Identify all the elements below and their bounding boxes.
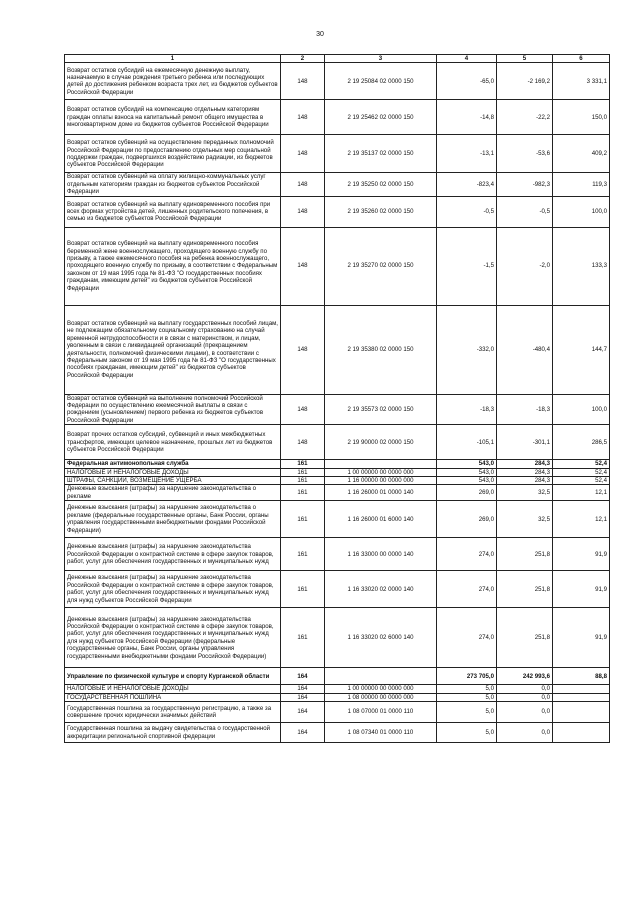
row-executed-cell: 251,8 [497,608,553,668]
col-header-percent: 6 [553,55,610,63]
row-name-cell: Возврат остатков субвенций на выплату единовременного пособия беременной жене военнослужащего, проходящего военную службу по призыву, а также ежемесячного пособия на ребенка военнослужащего, проходящего военную службу по призыву, в соответствии с Федеральным законом от 19 мая 1995 года № 81-ФЗ "О государственных пособиях гражданам, имеющим детей" из бюджетов субъектов Российской Федерации [65,227,281,305]
row-admin-code-cell: 164 [281,723,325,743]
row-executed-cell: 284,3 [497,477,553,485]
row-percent-cell: 91,9 [553,538,610,571]
row-percent-cell: 91,9 [553,571,610,608]
row-admin-code-cell: 161 [281,477,325,485]
row-budget-code-cell: 1 16 26000 01 6000 140 [325,501,437,538]
row-percent-cell: 286,5 [553,425,610,460]
row-name-cell: Денежные взыскания (штрафы) за нарушение законодательства Российской Федерации о контрактной системе в сфере закупок товаров, работ, услуг для обеспечения государственных и муниципальных нужд [65,538,281,571]
row-executed-cell: -0,5 [497,196,553,227]
table-row [65,723,610,743]
row-name-cell: Государственная пошлина за государственную регистрацию, а также за совершение прочих юридически значимых действий [65,702,281,723]
row-admin-code-cell: 161 [281,608,325,668]
row-planned-cell: -332,0 [437,305,497,394]
table-row [65,702,610,723]
row-admin-code-cell: 148 [281,196,325,227]
row-executed-cell: 284,3 [497,468,553,476]
row-planned-cell: 543,0 [437,468,497,476]
row-admin-code-cell: 161 [281,460,325,468]
row-name-cell: Возврат остатков субсидий на компенсацию отдельным категориям граждан оплаты взноса на капитальный ремонт общего имущества в многоквартирном доме из бюджетов субъектов Российской Федерации [65,100,281,135]
row-name-cell: Возврат остатков субвенций на выплату государственных пособий лицам, не подлежащим обязательному социальному страхованию на случай временной нетрудоспособности и в связи с материнством, и лицам, уволенным в связи с ликвидацией организаций (прекращением деятельности, полномочий физическими лицами), в соответствии с Федеральным законом от 19 мая 1995 года № 81-ФЗ "О государственных пособиях гражданам, имеющим детей" из бюджетов субъектов Российской Федерации [65,305,281,394]
col-header-name: 1 [65,55,281,63]
row-percent-cell: 150,0 [553,100,610,135]
row-executed-cell: -301,1 [497,425,553,460]
table-row [65,394,610,425]
row-executed-cell: 0,0 [497,723,553,743]
row-name-cell: НАЛОГОВЫЕ И НЕНАЛОГОВЫЕ ДОХОДЫ [65,685,281,693]
row-admin-code-cell: 148 [281,135,325,173]
col-header-admin: 2 [281,55,325,63]
row-planned-cell: 273 705,0 [437,668,497,685]
row-name-cell: Возврат остатков субвенций на оплату жилищно-коммунальных услуг отдельным категориям граждан из бюджетов субъектов Российской Федерации [65,173,281,196]
table-row [65,485,610,501]
table-row [65,305,610,394]
row-percent-cell: 144,7 [553,305,610,394]
row-admin-code-cell: 161 [281,468,325,476]
table-row [65,693,610,701]
row-budget-code-cell: 2 19 25462 02 0000 150 [325,100,437,135]
row-budget-code-cell: 1 08 07000 01 0000 110 [325,702,437,723]
table-row [65,468,610,476]
row-planned-cell: -65,0 [437,63,497,100]
table-row [65,227,610,305]
row-name-cell: Денежные взыскания (штрафы) за нарушение законодательства Российской Федерации о контрактной системе в сфере закупок товаров, работ, услуг для обеспечения государственных и муниципальных нужд для нужд субъектов Российской Федерации [65,571,281,608]
row-executed-cell: 32,5 [497,485,553,501]
row-percent-cell [553,723,610,743]
row-executed-cell: -22,2 [497,100,553,135]
row-executed-cell: 242 993,6 [497,668,553,685]
row-admin-code-cell: 148 [281,227,325,305]
row-executed-cell: 0,0 [497,685,553,693]
row-percent-cell: 3 331,1 [553,63,610,100]
row-executed-cell: 284,3 [497,460,553,468]
table-row [65,425,610,460]
row-percent-cell: 133,3 [553,227,610,305]
row-admin-code-cell: 161 [281,485,325,501]
row-executed-cell: 0,0 [497,702,553,723]
row-admin-code-cell: 161 [281,538,325,571]
col-header-plan: 4 [437,55,497,63]
row-executed-cell: -2,0 [497,227,553,305]
row-percent-cell: 91,9 [553,608,610,668]
row-executed-cell: -18,3 [497,394,553,425]
row-percent-cell: 100,0 [553,196,610,227]
row-percent-cell [553,693,610,701]
row-percent-cell [553,685,610,693]
row-name-cell: Возврат остатков субвенций на осуществление переданных полномочий Российской Федерации по предоставлению отдельных мер социальной поддержки граждан, подвергшихся воздействию радиации, из бюджетов субъектов Российской Федерации [65,135,281,173]
row-name-cell: Денежные взыскания (штрафы) за нарушение законодательства Российской Федерации о контрактной системе в сфере закупок товаров, работ, услуг для обеспечения государственных и муниципальных нужд для нужд субъектов Российской Федерации (федеральные государственные органы, Банк России, органы управления государственными внебюджетными фондами Российской Федерации) [65,608,281,668]
row-percent-cell: 119,3 [553,173,610,196]
row-planned-cell: -18,3 [437,394,497,425]
row-name-cell: Федеральная антимонопольная служба [65,460,281,468]
row-budget-code-cell [325,668,437,685]
table-row [65,501,610,538]
row-budget-code-cell [325,460,437,468]
row-planned-cell: 5,0 [437,685,497,693]
table-row [65,196,610,227]
row-budget-code-cell: 1 00 00000 00 0000 000 [325,468,437,476]
row-budget-code-cell: 2 19 35260 02 0000 150 [325,196,437,227]
row-planned-cell: -13,1 [437,135,497,173]
table-row [65,571,610,608]
row-percent-cell: 52,4 [553,468,610,476]
row-planned-cell: 543,0 [437,477,497,485]
revenue-table [64,54,610,743]
table-row [65,63,610,100]
row-budget-code-cell: 2 19 35573 02 0000 150 [325,394,437,425]
header-row [65,55,610,63]
row-percent-cell: 409,2 [553,135,610,173]
row-name-cell: Возврат остатков субвенций на выплату единовременного пособия при всех формах устройства детей, лишенных родительского попечения, в семью из бюджетов субъектов Российской Федерации [65,196,281,227]
row-name-cell: Денежные взыскания (штрафы) за нарушение законодательства о рекламе (федеральные государственные органы, Банк России, органы управления государственными внебюджетными фондами Российской Федерации) [65,501,281,538]
table-row [65,685,610,693]
row-percent-cell: 100,0 [553,394,610,425]
row-executed-cell: -982,3 [497,173,553,196]
row-executed-cell: -53,6 [497,135,553,173]
row-executed-cell: -480,4 [497,305,553,394]
row-percent-cell: 52,4 [553,477,610,485]
row-budget-code-cell: 2 19 35380 02 0000 150 [325,305,437,394]
row-admin-code-cell: 161 [281,501,325,538]
row-budget-code-cell: 1 16 26000 01 0000 140 [325,485,437,501]
row-percent-cell: 88,8 [553,668,610,685]
row-name-cell: Возврат прочих остатков субсидий, субвенций и иных межбюджетных трансфертов, имеющих целевое назначение, прошлых лет из бюджетов субъектов Российской Федерации [65,425,281,460]
row-budget-code-cell: 1 08 07340 01 0000 110 [325,723,437,743]
row-planned-cell: -0,5 [437,196,497,227]
row-budget-code-cell: 1 00 00000 00 0000 000 [325,685,437,693]
row-admin-code-cell: 161 [281,571,325,608]
row-admin-code-cell: 148 [281,305,325,394]
row-name-cell: Возврат остатков субсидий на ежемесячную денежную выплату, назначаемую в случае рождения третьего ребенка или последующих детей до достижения ребенком возраста трех лет, из бюджетов субъектов Российской Федерации [65,63,281,100]
row-percent-cell: 12,1 [553,485,610,501]
row-planned-cell: -14,8 [437,100,497,135]
page-number: 30 [316,31,324,38]
table-row [65,135,610,173]
col-header-code: 3 [325,55,437,63]
table-row [65,538,610,571]
row-name-cell: ГОСУДАРСТВЕННАЯ ПОШЛИНА [65,693,281,701]
row-admin-code-cell: 148 [281,63,325,100]
row-executed-cell: 32,5 [497,501,553,538]
row-admin-code-cell: 164 [281,702,325,723]
row-name-cell: Государственная пошлина за выдачу свидетельства о государственной аккредитации региональной спортивной федерации [65,723,281,743]
row-budget-code-cell: 1 08 00000 00 0000 000 [325,693,437,701]
table-row [65,668,610,685]
row-budget-code-cell: 2 19 35250 02 0000 150 [325,173,437,196]
table-row [65,608,610,668]
table-row [65,100,610,135]
row-budget-code-cell: 1 16 33020 02 6000 140 [325,608,437,668]
row-admin-code-cell: 148 [281,173,325,196]
row-planned-cell: 274,0 [437,571,497,608]
row-budget-code-cell: 1 16 33000 00 0000 140 [325,538,437,571]
row-planned-cell: 5,0 [437,702,497,723]
row-admin-code-cell: 148 [281,394,325,425]
col-header-fact: 5 [497,55,553,63]
row-admin-code-cell: 164 [281,693,325,701]
row-planned-cell: 269,0 [437,501,497,538]
row-planned-cell: 5,0 [437,723,497,743]
row-percent-cell [553,702,610,723]
row-planned-cell: 5,0 [437,693,497,701]
row-percent-cell: 52,4 [553,460,610,468]
row-budget-code-cell: 2 19 25084 02 0000 150 [325,63,437,100]
row-admin-code-cell: 148 [281,425,325,460]
row-planned-cell: -823,4 [437,173,497,196]
row-executed-cell: 251,8 [497,538,553,571]
row-budget-code-cell: 2 19 90000 02 0000 150 [325,425,437,460]
row-planned-cell: 543,0 [437,460,497,468]
row-admin-code-cell: 164 [281,668,325,685]
row-budget-code-cell: 1 16 33020 02 0000 140 [325,571,437,608]
table-row [65,460,610,468]
row-name-cell: Возврат остатков субвенций на выполнение полномочий Российской Федерации по осуществлению ежемесячной выплаты в связи с рождением (усыновлением) первого ребенка из бюджетов субъектов Российской Федерации [65,394,281,425]
row-planned-cell: 274,0 [437,538,497,571]
row-admin-code-cell: 164 [281,685,325,693]
table-row [65,173,610,196]
row-name-cell: ШТРАФЫ, САНКЦИИ, ВОЗМЕЩЕНИЕ УЩЕРБА [65,477,281,485]
row-executed-cell: 251,8 [497,571,553,608]
row-name-cell: Управление по физической культуре и спорту Курганской области [65,668,281,685]
row-budget-code-cell: 2 19 35270 02 0000 150 [325,227,437,305]
row-planned-cell: -105,1 [437,425,497,460]
row-executed-cell: 0,0 [497,693,553,701]
row-percent-cell: 12,1 [553,501,610,538]
row-executed-cell: -2 169,2 [497,63,553,100]
row-name-cell: Денежные взыскания (штрафы) за нарушение законодательства о рекламе [65,485,281,501]
row-planned-cell: 269,0 [437,485,497,501]
row-name-cell: НАЛОГОВЫЕ И НЕНАЛОГОВЫЕ ДОХОДЫ [65,468,281,476]
row-budget-code-cell: 1 16 00000 00 0000 000 [325,477,437,485]
row-planned-cell: -1,5 [437,227,497,305]
row-budget-code-cell: 2 19 35137 02 0000 150 [325,135,437,173]
row-planned-cell: 274,0 [437,608,497,668]
table-row [65,477,610,485]
row-admin-code-cell: 148 [281,100,325,135]
